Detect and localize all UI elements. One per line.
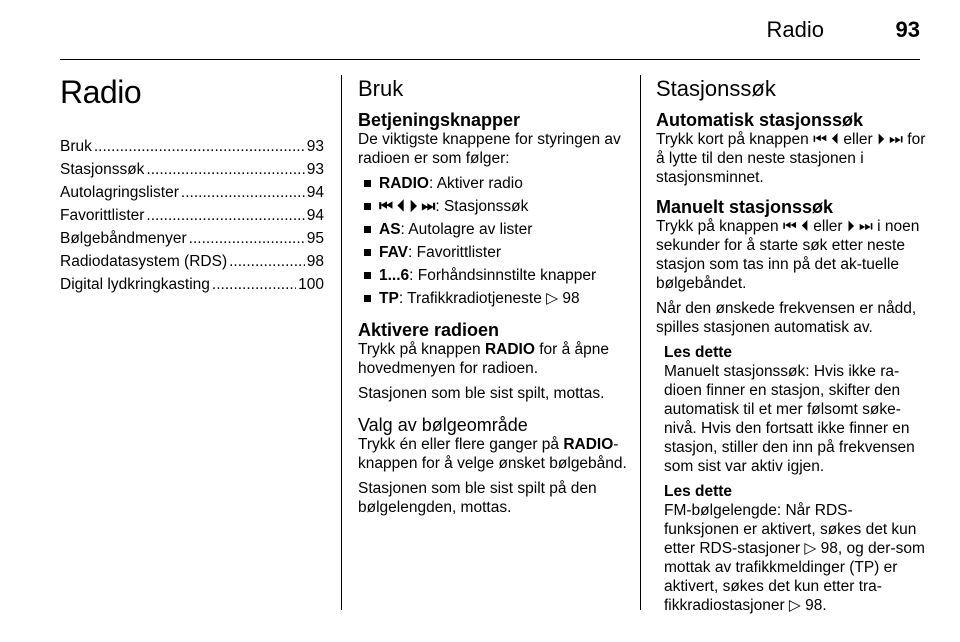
toc-page: 98 <box>306 253 324 270</box>
toc-entry[interactable] <box>60 206 324 225</box>
toc-leader <box>189 229 305 248</box>
toc-entry[interactable] <box>60 252 324 271</box>
toc-leader <box>146 206 304 225</box>
toc-leader <box>181 183 305 202</box>
button-key: AS <box>379 221 401 238</box>
running-title: Radio <box>766 17 824 42</box>
note-box <box>664 343 926 476</box>
bullet-icon <box>364 226 371 233</box>
list-item-text <box>379 266 596 285</box>
bullet-list <box>358 174 630 308</box>
note-box <box>664 482 926 615</box>
list-item-text <box>379 243 501 262</box>
list-item-text <box>379 289 580 308</box>
toc-label: Bruk <box>60 138 92 155</box>
toc-label: Stasjonssøk <box>60 161 145 178</box>
section-heading: Stasjonssøk <box>656 76 776 101</box>
stasjonssok-column <box>656 74 926 621</box>
list-item <box>364 174 630 193</box>
chapter-title: Radio <box>60 74 142 110</box>
button-key: TP <box>379 290 399 307</box>
toc-page: 100 <box>298 276 324 293</box>
bullet-icon <box>364 203 371 210</box>
page-number: 93 <box>895 17 920 42</box>
toc-entry[interactable] <box>60 137 324 156</box>
paragraph: De viktigste knappene for styringen av radioen er som følger: <box>358 131 621 167</box>
toc-page: 93 <box>306 161 324 178</box>
button-key: ⏮ ⏴ ⏵ ⏭ <box>379 198 436 215</box>
paragraph: Når den ønskede frekvensen er nådd, spilles stasjonen automatisk av. <box>656 300 917 336</box>
button-description: : Aktiver radio <box>428 175 523 192</box>
bruk-column <box>358 74 630 523</box>
button-description: : Forhåndsinnstilte knapper <box>409 267 597 284</box>
paragraph: Trykk på knappen RADIO for å åpne hovedmenyen for radioen. <box>358 341 609 377</box>
toc-label: Radiodatasystem (RDS) <box>60 253 228 270</box>
subsection-heading: Automatisk stasjonssøk <box>656 110 864 130</box>
list-item <box>364 197 630 216</box>
button-description: : Autolagre av lister <box>400 221 533 238</box>
section-heading: Bruk <box>358 76 404 101</box>
note-text: FM-bølgelengde: Når RDS-funksjonen er aktivert, søkes det kun etter RDS-stasjoner ▷ 98, og der-som mottak av trafikkmeldinger (TP) er aktivert, søkes det kun etter tra-fikkradiostasjoner ▷ 98. <box>664 502 925 614</box>
toc-entry[interactable] <box>60 183 324 202</box>
paragraph: Stasjonen som ble sist spilt, mottas. <box>358 385 605 402</box>
note-title: Les dette <box>664 344 733 361</box>
toc-leader <box>146 160 304 179</box>
column-divider <box>640 75 641 610</box>
paragraph: Trykk én eller flere ganger på RADIO-knappen for å velge ønsket bølgebånd. <box>358 436 627 472</box>
note-title: Les dette <box>664 483 733 500</box>
list-item-text <box>379 197 528 216</box>
list-item <box>364 289 630 308</box>
toc-page: 94 <box>306 184 324 201</box>
list-item <box>364 220 630 239</box>
button-key: 1...6 <box>379 267 410 284</box>
toc-label: Autolagringslister <box>60 184 179 201</box>
subsection-heading: Valg av bølgeområde <box>358 415 528 435</box>
button-description: : Trafikkradiotjeneste ▷ 98 <box>398 290 580 307</box>
paragraph: Stasjonen som ble sist spilt på den bølgelengden, mottas. <box>358 480 597 516</box>
page-header <box>0 0 960 60</box>
paragraph: Trykk på knappen ⏮ ⏴ eller ⏵ ⏭ i noen sekunder for å starte søk etter neste stasjon som tas inn på det ak-tuelle bølgebåndet. <box>656 218 920 292</box>
bullet-icon <box>364 180 371 187</box>
toc-column <box>60 74 324 298</box>
paragraph: Trykk kort på knappen ⏮ ⏴ eller ⏵ ⏭ for å lytte til den neste stasjonen i stasjonsminnet. <box>656 131 926 186</box>
button-description: : Favorittlister <box>408 244 502 261</box>
toc-entry[interactable] <box>60 160 324 179</box>
button-description: : Stasjonssøk <box>435 198 529 215</box>
toc-entry[interactable] <box>60 229 324 248</box>
subsection-heading: Aktivere radioen <box>358 320 500 340</box>
toc-label: Digital lydkringkasting <box>60 276 210 293</box>
table-of-contents <box>60 137 324 294</box>
toc-label: Favorittlister <box>60 207 145 224</box>
toc-leader <box>94 137 305 156</box>
header-rule <box>60 59 920 60</box>
bullet-icon <box>364 295 371 302</box>
list-item <box>364 243 630 262</box>
button-key: FAV <box>379 244 408 261</box>
toc-page: 94 <box>306 207 324 224</box>
bullet-icon <box>364 272 371 279</box>
list-item-text <box>379 174 523 193</box>
toc-leader <box>212 275 296 294</box>
button-key: RADIO <box>379 175 429 192</box>
list-item-text <box>379 220 532 239</box>
toc-label: Bølgebåndmenyer <box>60 230 187 247</box>
toc-page: 95 <box>306 230 324 247</box>
list-item <box>364 266 630 285</box>
column-divider <box>341 75 342 610</box>
subsection-heading: Betjeningsknapper <box>358 110 521 130</box>
bullet-icon <box>364 249 371 256</box>
note-text: Manuelt stasjonssøk: Hvis ikke ra-dioen finner en stasjon, skifter den automatisk til et mer følsomt søke-nivå. Hvis den fortsatt ikke finner en stasjon, stiller den inn på frekvensen som sist var aktiv igjen. <box>664 363 915 475</box>
toc-page: 93 <box>306 138 324 155</box>
toc-entry[interactable] <box>60 275 324 294</box>
subsection-heading: Manuelt stasjonssøk <box>656 197 834 217</box>
toc-leader <box>229 252 305 271</box>
